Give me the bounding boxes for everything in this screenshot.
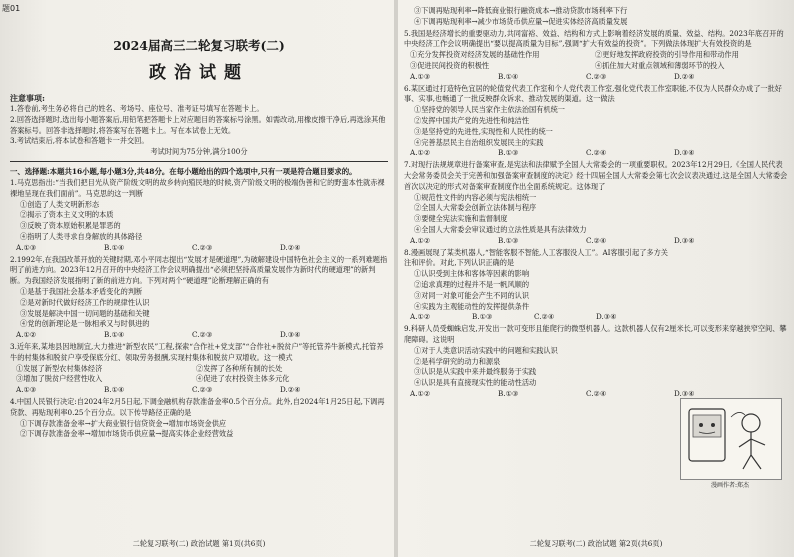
question-2-option: ③发展是解决中国一切问题的基础和关键: [20, 308, 150, 318]
choice: A.①③: [16, 385, 37, 395]
page-footer: 二轮复习联考(二) 政治试题 第2页(共6页): [529, 539, 663, 548]
cartoon-caption: 漫画作者:郑杰: [710, 482, 750, 489]
page-2: [404, 6, 788, 551]
question-3-options-row: [10, 364, 388, 375]
choice: A.①②: [16, 330, 37, 340]
page-footer: 二轮复习联考(二) 政治试题 第1页(共6页): [132, 539, 266, 548]
question-7-option: ④全国人大常委会审议通过的立法性质是具有法律效力: [414, 224, 587, 234]
question-6-option: ③是坚持党的先进性,实现性和人民性的统一: [414, 126, 553, 136]
choice: A.①③: [410, 71, 431, 81]
question-3-choices: [10, 385, 388, 396]
choice: B.①③: [498, 235, 519, 245]
question-8-option: ②追求真理的过程并不是一帆风顺的: [414, 279, 530, 289]
question-1-option: ③反映了资本原始积累是罪恶的: [20, 221, 121, 231]
choice: B.①③: [498, 148, 519, 158]
question-4-option: ④下调再贴现利率→减少市场货币供应量→促进实体经济高质量发展: [414, 16, 628, 26]
question-6-stem: 6.某区通过打造特色宜居的轮值党代表工作室和个人党代表工作室,强化党代表工作室职能,不仅为人民群众办成了一批好事、实事,也畅通了一批反映群众诉求、推动发展的渠道。这一做法: [404, 83, 782, 104]
question-9-option: ②是科学研究的动力和源泉: [414, 356, 501, 366]
choice: C.②④: [586, 148, 607, 158]
choice: B.①③: [472, 312, 493, 322]
question-8-choices: [404, 312, 788, 323]
question-4-option: ①下调存款准备金率→扩大商业银行信贷资金→增加市场资金供应: [20, 418, 227, 428]
choice: D.③④: [674, 235, 695, 245]
question-7-stem: 7.对现行法规规章进行备案审查,是宪法和法律赋予全国人大常委会的一项重要职权。2023年12月29日,《全国人民代表大会常务委员会关于完善和加强备案审查制度的决定》经十四届全国人大常委会第七次会议表决通过,这是全国人大常委会首次以决定的形式对备案审查制度作出全面系统规定。这体现了: [404, 160, 788, 191]
choice: C.②③: [586, 71, 607, 81]
note-2: 2.回答选择题时,选出每小题答案后,用铅笔把答题卡上对应题目的答案标号涂黑。如需改动,用橡皮擦干净后,再选涂其他答案标号。回答非选择题时,将答案写在答题卡上。写在本试卷上无效。: [10, 114, 386, 135]
choice: A.①②: [410, 148, 431, 158]
choice: D.③④: [280, 330, 301, 340]
question-9-option: ③认识是从实践中来并最终服务于实践: [414, 367, 537, 377]
notes-heading: 注意事项:: [10, 93, 45, 103]
question-5-option: ②更好地发挥政府投资的引导作用和带动作用: [595, 50, 739, 60]
question-8-option: ①认识受到主体和客体等因素的影响: [414, 269, 530, 279]
choice: C.②③: [192, 242, 213, 252]
choice: D.③④: [596, 312, 617, 322]
page-fold: [394, 0, 398, 557]
question-3-options-row: [10, 374, 388, 385]
exam-time: 考试时间为75分钟,满分100分: [150, 147, 248, 157]
choice: B.①③: [498, 388, 519, 398]
cartoon-drawing: [681, 399, 781, 479]
question-2-stem: 2.1992年,在我国改革开放的关键时期,邓小平同志提出“发展才是硬道理”,为破解建设中国特色社会主义的一系列难题指明了前进方向。2023年12月召开的中央经济工作会议明确提出“必须把坚持高质量发展作为新时代的硬道理”的新判断。为我国经济发展指明了新的前进方向。下列对两个“硬道理”论断理解正确的有: [10, 254, 388, 286]
choice: D.③④: [674, 388, 695, 398]
question-1-stem: 1.马克思指出:“当我们把目光从资产阶级文明的故乡转向殖民地的时候,资产阶级文明的极端伪善和它的野蛮本性就赤裸裸地呈现在我们面前”。马克思的这一判断: [10, 177, 385, 198]
question-1-choices: [10, 243, 388, 254]
choice: B.①④: [104, 330, 125, 340]
question-7-option: ②全国人大常委会创新立法体制与程序: [414, 203, 537, 213]
question-6-option: ①坚持党的领导人民当家作主依法治国有机统一: [414, 105, 565, 115]
exam-title: 2024届高三二轮复习联考(二): [113, 38, 285, 53]
question-1-option: ④指明了人类寻求自身解放的具体路径: [20, 231, 143, 241]
choice: B.①④: [104, 242, 125, 252]
question-8-option: ③对同一对象可能会产生不同的认识: [414, 290, 530, 300]
question-8-option: ④实践为主观能动性的发挥提供条件: [414, 301, 530, 311]
section-heading: 一、选择题:本题共16小题,每小题3分,共48分。在每小题给出的四个选项中,只有一项是符合题目要求的。: [10, 166, 357, 176]
question-1-option: ②揭示了资本主义文明的本质: [20, 210, 114, 220]
choice: D.②④: [280, 242, 301, 252]
question-7-option: ①规范性文件的内容必须与宪法相统一: [414, 192, 537, 202]
question-5-choices: [404, 72, 788, 83]
choice: B.①④: [104, 385, 125, 395]
note-3: 3.考试结束后,将本试卷和答题卡一并交回。: [10, 136, 149, 146]
question-1-option: ①创造了人类文明新形态: [20, 199, 100, 209]
question-2-option: ①是基于我国社会基本矛盾变化的判断: [20, 286, 143, 296]
question-5-option: ①充分发挥投资对经济发展的基础性作用: [410, 50, 540, 60]
question-9-option: ④认识是具有直接现实性的能动性活动: [414, 378, 537, 388]
choice: A.①②: [410, 235, 431, 245]
question-6-option: ④完善基层民主自治组织发展民主的实践: [414, 137, 544, 147]
choice: D.②④: [674, 71, 695, 81]
question-3-option: ②发挥了各种所有制的长处: [196, 363, 283, 373]
divider: [10, 161, 388, 162]
question-5-option: ④抓住加大对重点领域和薄弱环节的投入: [595, 60, 725, 70]
question-3-stem: 3.近年来,某地县因地制宜,大力推进“新型农民”工程,探索“合作社+党支部”“合作社+脱贫户”等托管养牛新模式,托管养牛的村集体和脱贫户享受保底分红、领取劳务报酬,实现村集体和脱贫户双增收。这一模式: [10, 341, 384, 362]
choice: D.②④: [280, 385, 301, 395]
question-5-options-row: [404, 50, 788, 61]
question-4-option: ③下调再贴现利率→降低商业银行融资成本→推动贷款市场利率下行: [414, 6, 628, 15]
choice: A.①②: [410, 388, 431, 398]
question-5-options-row: [404, 61, 788, 72]
subject-title: 政治试题: [149, 63, 249, 83]
choice: C.②③: [192, 330, 213, 340]
question-4-option: ②下调存款准备金率→增加市场货币供应量→提高实体企业经营效益: [20, 429, 234, 439]
question-7-option: ③要健全宪法实施和监督制度: [414, 214, 508, 224]
page-1: [10, 6, 388, 551]
question-9-option: ①对于人类意识活动实践中的问题和实践认识: [414, 345, 558, 355]
corner-mark: 题01: [2, 4, 21, 13]
choice: A.①②: [410, 312, 431, 322]
choice: C.②④: [586, 235, 607, 245]
choice: A.①③: [16, 242, 37, 252]
choice: C.②④: [534, 312, 555, 322]
choice: C.②③: [192, 385, 213, 395]
cartoon-image: [680, 398, 782, 480]
question-2-option: ②是对新时代做好经济工作的规律性认识: [20, 297, 150, 307]
question-6-option: ②发挥中国共产党的先进性和纯洁性: [414, 115, 530, 125]
question-9-stem: 9.科研人员受蜘蛛启发,开发出一款可变形且能爬行的微型机器人。这款机器人仅有2厘米长,可以变形来穿越狭窄空间、攀爬障碍。这说明: [404, 324, 787, 344]
note-1: 1.答卷前,考生务必将自己的姓名、考场号、座位号、准考证号填写在答题卡上。: [10, 104, 264, 113]
question-5-stem: 5.我国是经济增长的重要驱动力,共同富裕、效益、结构和方式上影响着经济发展的质量、效益、结构。2023年底召开的中央经济工作会议明确提出“要以提高质量为目标”,强调“扩大有效益的投资”。下列做法体现扩大有效投资的是: [404, 28, 784, 49]
question-3-option: ①发展了新型农村集体经济: [16, 363, 103, 373]
choice: D.③④: [674, 148, 695, 158]
question-2-option: ④党的创新理论是一脉相承又与时俱进的: [20, 319, 150, 329]
question-8-stem: 8.漫画展现了某类机器人,“智能客服不智能,人工客服没人工”。AI客服引起了多方关注和评价。对此,下列认识正确的是: [404, 247, 668, 268]
question-2-choices: [10, 330, 388, 341]
question-6-choices: [404, 148, 788, 159]
question-7-choices: [404, 236, 788, 247]
choice: B.①④: [498, 71, 519, 81]
question-5-option: ③促进民间投资的积极性: [410, 60, 490, 70]
question-3-option: ③增加了脱贫户经营性收入: [16, 374, 103, 384]
question-4-stem: 4.中国人民银行决定:自2024年2月5日起,下调金融机构存款准备金率0.5个百分点。此外,自2024年1月25日起,下调再贷款、再贴现利率0.25个百分点。以下传导路径正确的是: [10, 396, 385, 417]
question-3-option: ④促进了农村投资主体多元化: [196, 374, 290, 384]
choice: C.②④: [586, 388, 607, 398]
